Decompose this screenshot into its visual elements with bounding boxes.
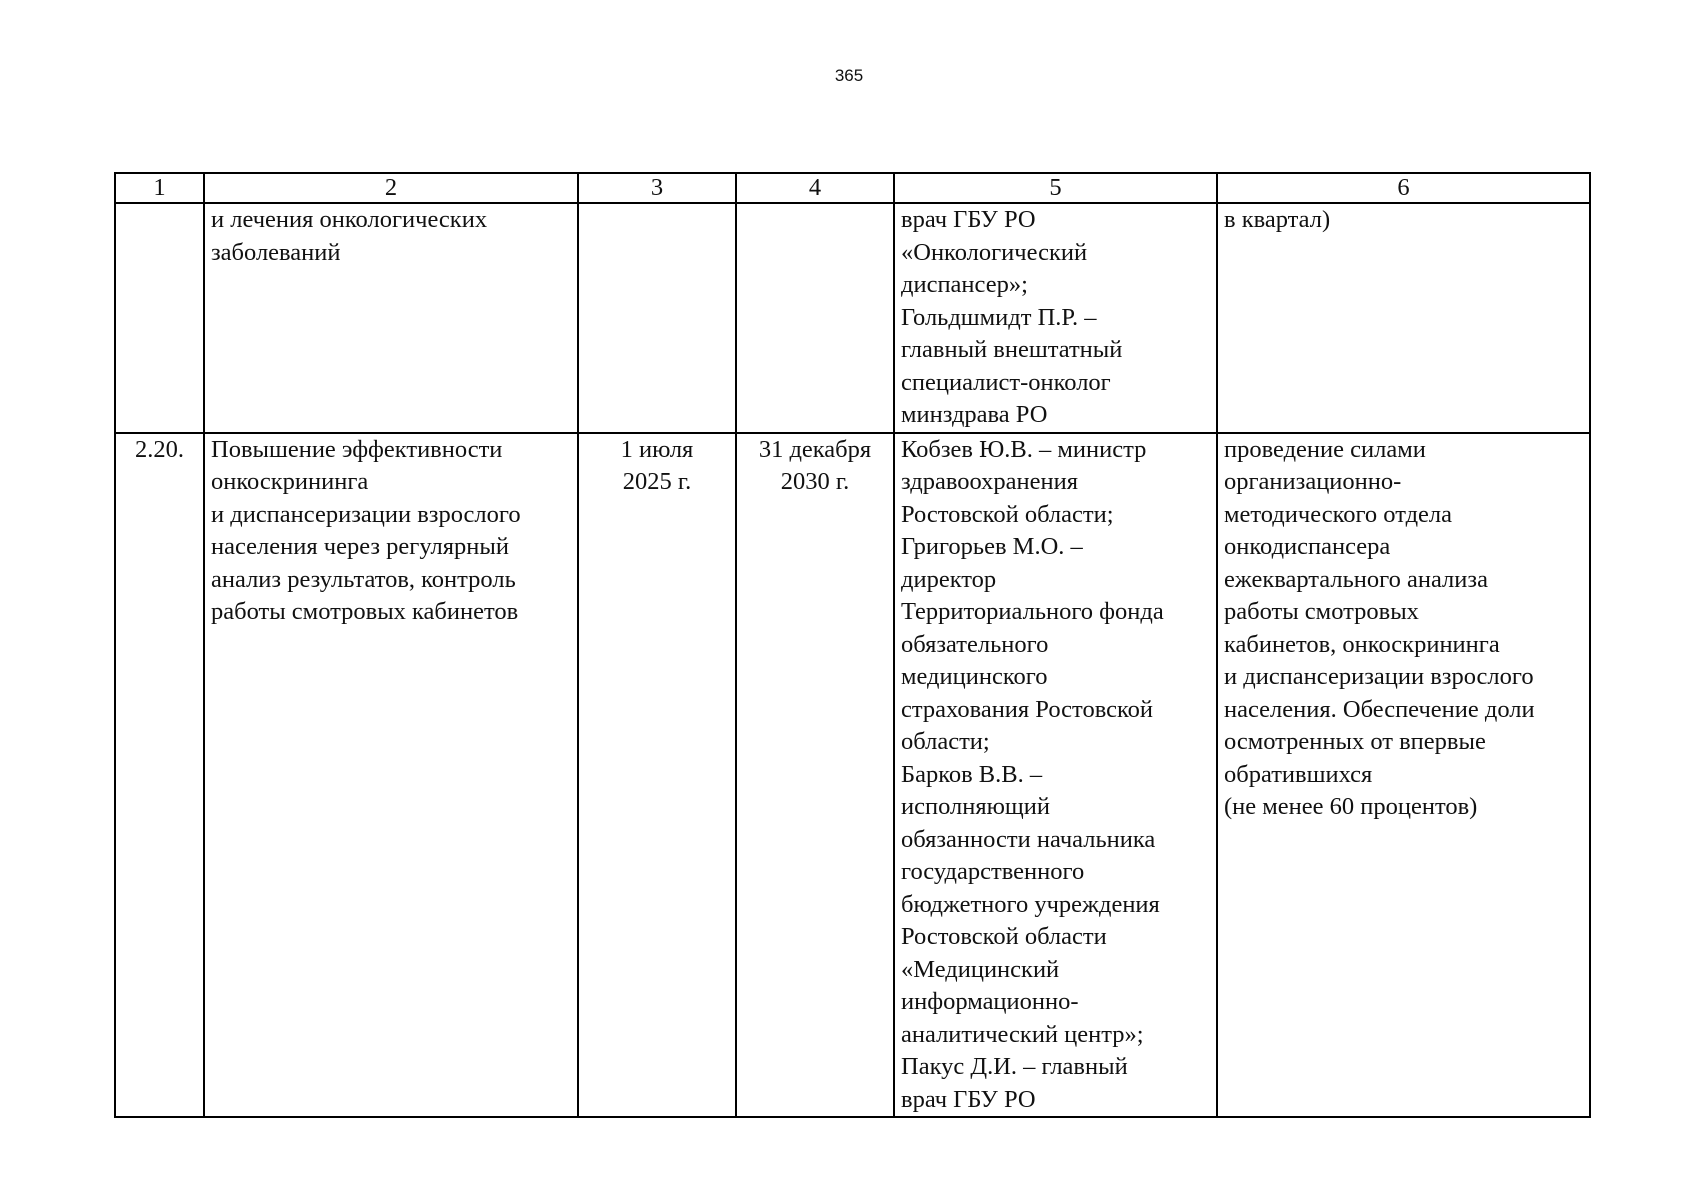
row-number-cell: 2.20. [115,433,204,1118]
responsible-cell: Кобзев Ю.В. – министр здравоохранения Ростовской области; Григорьев М.О. – директор Территориального фонда обязательного медицинского страхования Ростовской области; Барков В.В. – исполняющий обязанности начальника государственного бюджетного учреждения Ростовской области «Медицинский информационно- аналитический центр»; Пакус Д.И. – главный врач ГБУ РО [894,433,1217,1118]
table-row [115,203,1590,433]
result-cell: в квартал) [1217,203,1590,433]
column-header: 4 [736,173,894,203]
measure-cell: Повышение эффективности онкоскрининга и диспансеризации взрослого населения через регулярный анализ результатов, контроль работы смотровых кабинетов [204,433,578,1118]
column-header: 3 [578,173,736,203]
column-header: 2 [204,173,578,203]
table-header-row [115,173,1590,203]
end-date-cell: 31 декабря 2030 г. [736,433,894,1118]
result-cell: проведение силами организационно- методического отдела онкодиспансера ежеквартального анализа работы смотровых кабинетов, онкоскрининга и диспансеризации взрослого населения. Обеспечение доли осмотренных от впервые обратившихся (не менее 60 процентов) [1217,433,1590,1118]
start-date-cell [578,203,736,433]
column-header: 1 [115,173,204,203]
row-number-cell [115,203,204,433]
measures-table [114,172,1591,1118]
end-date-cell [736,203,894,433]
column-header: 6 [1217,173,1590,203]
column-header: 5 [894,173,1217,203]
responsible-cell: врач ГБУ РО «Онкологический диспансер»; Гольдшмидт П.Р. – главный внештатный специалист-онколог минздрава РО [894,203,1217,433]
table-row [115,433,1590,1118]
page-number: 365 [834,66,864,85]
start-date-cell: 1 июля 2025 г. [578,433,736,1118]
measure-cell: и лечения онкологических заболеваний [204,203,578,433]
